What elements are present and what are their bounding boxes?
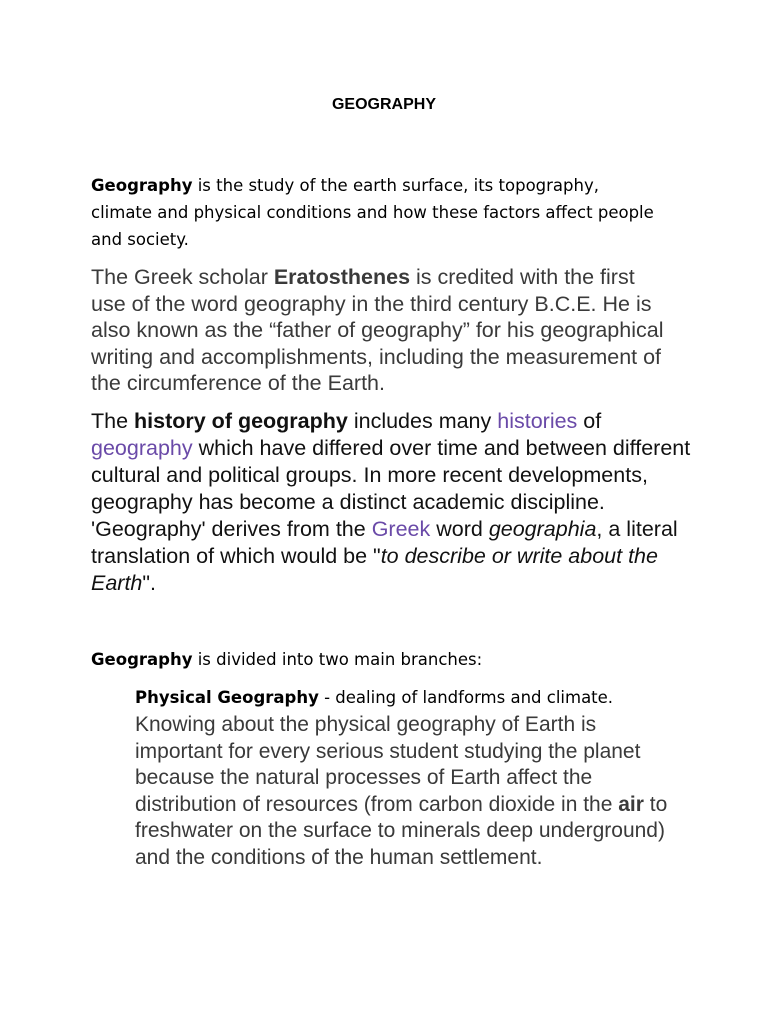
physical-term: Physical Geography — [135, 688, 319, 707]
history-mid5: , a literal translation of which would be " — [91, 517, 678, 568]
history-paragraph — [91, 408, 691, 597]
geography-link[interactable]: geography — [91, 436, 193, 460]
physical-geography-item — [135, 686, 695, 710]
eratosthenes-paragraph — [91, 264, 671, 397]
history-mid2: of — [577, 409, 602, 433]
intro-text: is the study of the earth surface, its topography, climate and physical conditions and how these factors affect people and society. — [91, 176, 654, 249]
intro-paragraph — [91, 172, 661, 253]
page-title: GEOGRAPHY — [331, 96, 436, 113]
greek-link[interactable]: Greek — [371, 517, 431, 541]
knowing-paragraph — [135, 712, 670, 871]
branches-paragraph — [91, 648, 651, 672]
history-mid4: word — [430, 517, 489, 541]
branches-term: Geography — [91, 650, 193, 669]
air-word: air — [618, 792, 644, 816]
history-of-geography: history of geography — [134, 409, 348, 433]
history-mid3: which have differed over time and between different cultural and political groups. In more recent developments, geography has become a distinct academic discipline. 'Geography' derives from the — [91, 436, 691, 541]
histories-link[interactable]: histories — [497, 409, 578, 433]
history-pre: The — [91, 409, 135, 433]
greek-pre: The Greek scholar — [91, 265, 274, 289]
translation-quote: to describe or write about the Earth — [91, 544, 658, 595]
geographia-word: geographia — [488, 517, 597, 541]
intro-term: Geography — [91, 176, 193, 195]
greek-post: is credited with the first use of the word geography in the third century B.C.E. He is also known as the “father of geography” for his geographical writing and accomplishments, including the measurement of the circumference of the Earth. — [91, 265, 664, 395]
knowing-pre: Knowing about the physical geography of Earth is important for every serious student studying the planet because the natural processes of Earth affect the distribution of resources (from carbon dioxide in the — [135, 713, 641, 816]
knowing-post: to freshwater on the surface to minerals deep underground) and the conditions of the human settlement. — [135, 792, 668, 869]
eratosthenes-name: Eratosthenes — [273, 265, 411, 289]
history-end: ". — [142, 571, 156, 595]
branches-text: is divided into two main branches: — [192, 650, 483, 669]
history-mid1: includes many — [347, 409, 498, 433]
physical-text: - dealing of landforms and climate. — [318, 688, 614, 707]
